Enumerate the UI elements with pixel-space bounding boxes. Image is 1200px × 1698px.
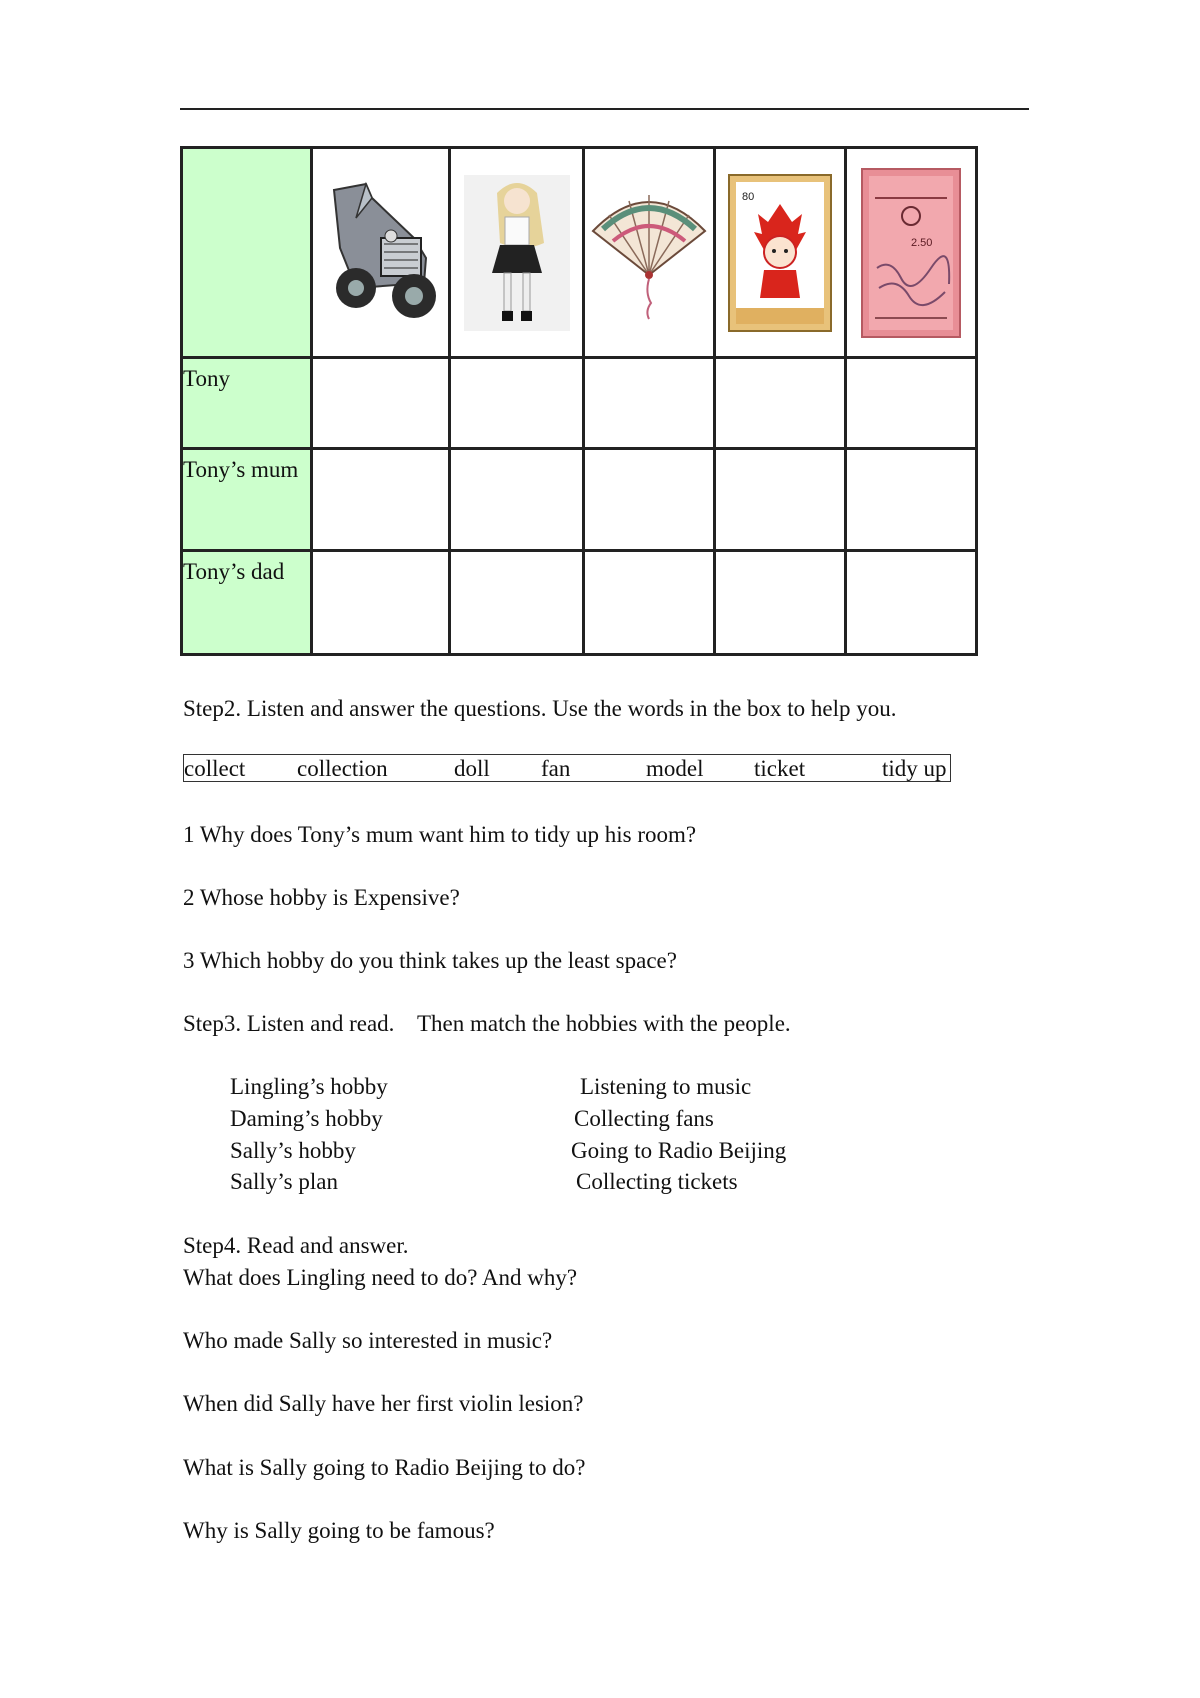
step2-question-1: 1 Why does Tony’s mum want him to tidy up his room?: [183, 822, 697, 847]
step4-question-1: What does Lingling need to do? And why?: [183, 1265, 578, 1290]
answer-cell[interactable]: [846, 449, 977, 551]
answer-cell[interactable]: [846, 358, 977, 449]
match-right-4: Collecting tickets: [576, 1169, 738, 1194]
word-fan: fan: [541, 756, 571, 781]
word-ticket: ticket: [754, 756, 806, 781]
match-right-2: Collecting fans: [574, 1106, 714, 1131]
step4-question-3: When did Sally have her first violin lesion?: [183, 1391, 584, 1416]
word-model: model: [646, 756, 704, 781]
answer-cell[interactable]: [584, 551, 715, 655]
word-box: [183, 754, 951, 782]
step4-question-5: Why is Sally going to be famous?: [183, 1518, 495, 1543]
row-name-cell: [182, 358, 312, 449]
answer-cell[interactable]: [715, 449, 846, 551]
answer-cell[interactable]: [584, 449, 715, 551]
answer-cell[interactable]: [312, 358, 450, 449]
match-left-2: Daming’s hobby: [230, 1106, 383, 1131]
step4-question-4: What is Sally going to Radio Beijing to do?: [183, 1455, 586, 1480]
match-right-3: Going to Radio Beijing: [571, 1138, 787, 1163]
svg-text:2.50: 2.50: [911, 236, 933, 249]
corner-cell: [182, 148, 312, 358]
table-row: [182, 358, 977, 449]
answer-cell[interactable]: [450, 449, 584, 551]
answer-cell[interactable]: [312, 449, 450, 551]
step4-heading: Step4. Read and answer.: [183, 1233, 409, 1258]
table-row: [182, 449, 977, 551]
step2-heading: Step2. Listen and answer the questions. Use the words in the box to help you.: [183, 696, 897, 721]
answer-cell[interactable]: [846, 551, 977, 655]
step3-heading: Step3. Listen and read. Then match the hobbies with the people.: [183, 1011, 791, 1036]
ticket-cell: [846, 148, 977, 358]
fan-cell: [584, 148, 715, 358]
word-doll: doll: [454, 756, 490, 781]
header-rule: [180, 108, 1029, 110]
answer-cell[interactable]: [715, 551, 846, 655]
match-left-4: Sally’s plan: [230, 1169, 338, 1194]
match-left-3: Sally’s hobby: [230, 1138, 356, 1163]
row-label: Tony’s dad: [183, 559, 285, 584]
car-icon: [326, 178, 436, 328]
row-label: Tony: [183, 366, 230, 391]
svg-text:80: 80: [742, 190, 755, 203]
word-collection: collection: [297, 756, 388, 781]
table-header-row: [182, 148, 977, 358]
answer-cell[interactable]: [312, 551, 450, 655]
match-right-1: Listening to music: [580, 1074, 752, 1099]
stamp-cell: [715, 148, 846, 358]
table-row: [182, 551, 977, 655]
row-label: Tony’s mum: [183, 457, 299, 482]
doll-cell: [450, 148, 584, 358]
step2-question-3: 3 Which hobby do you think takes up the least space?: [183, 948, 677, 973]
answer-cell[interactable]: [715, 358, 846, 449]
row-name-cell: [182, 449, 312, 551]
answer-cell[interactable]: [450, 358, 584, 449]
step2-question-2: 2 Whose hobby is Expensive?: [183, 885, 460, 910]
word-collect: collect: [184, 756, 246, 781]
row-name-cell: [182, 551, 312, 655]
answer-cell[interactable]: [584, 358, 715, 449]
step4-question-2: Who made Sally so interested in music?: [183, 1328, 553, 1353]
answer-cell[interactable]: [450, 551, 584, 655]
fan-icon: [589, 183, 709, 323]
stamp-icon: [728, 174, 832, 332]
doll-icon: [462, 173, 572, 333]
ticket-icon: [861, 168, 961, 338]
word-tidy-up: tidy up: [882, 756, 947, 781]
match-left-1: Lingling’s hobby: [230, 1074, 388, 1099]
car-cell: [312, 148, 450, 358]
hobby-table: [180, 146, 978, 656]
